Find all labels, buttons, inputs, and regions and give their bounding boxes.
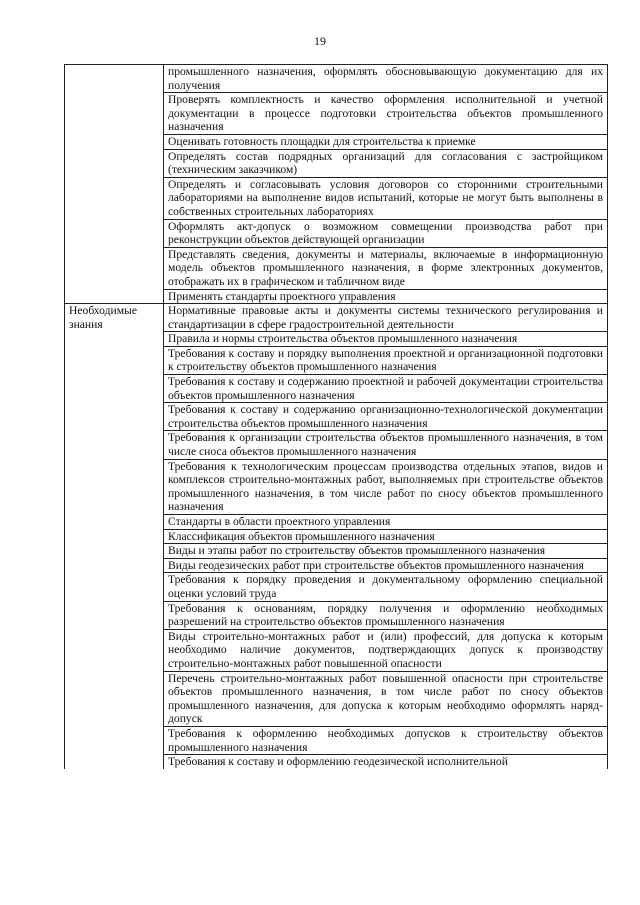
section-item: Виды геодезических работ при строительстве объектов промышленного назначения	[164, 558, 608, 573]
section-label	[65, 65, 164, 304]
section-item: Виды и этапы работ по строительству объектов промышленного назначения	[164, 544, 608, 559]
section-item: Требования к технологическим процессам производства отдельных этапов, видов и комплексов строительно-монтажных работ, выполняемых при строительстве объектов промышленного назначения, в том числе работ по сносу объектов промышленного назначения	[164, 459, 608, 514]
section-item: Требования к оформлению необходимых допусков к строительству объектов промышленного назначения	[164, 726, 608, 754]
competency-table	[64, 64, 608, 769]
section-item: Оформлять акт-допуск о возможном совмещении производства работ при реконструкции объектов действующей организации	[164, 219, 608, 247]
section-item: Требования к организации строительства объектов промышленного назначения, в том числе сноса объектов промышленного назначения	[164, 431, 608, 459]
section-item: Применять стандарты проектного управления	[164, 289, 608, 304]
section-item: Определять состав подрядных организаций для согласования с застройщиком (техническим заказчиком)	[164, 149, 608, 177]
section-label: Необходимые знания	[65, 304, 164, 769]
section-item: Требования к составу и содержанию организационно-технологической документации строительства объектов промышленного назначения	[164, 403, 608, 431]
section-item: Требования к основаниям, порядку получения и оформлению необходимых разрешений на строительство объектов промышленного назначения	[164, 601, 608, 629]
section-item: Нормативные правовые акты и документы системы технического регулирования и стандартизации в сфере градостроительной деятельности	[164, 304, 608, 332]
section-item: Виды строительно-монтажных работ и (или) профессий, для допуска к которым необходимо наличие документов, подтверждающих допуск к производству строительно-монтажных работ повышенной опасности	[164, 629, 608, 671]
section-item: Требования к составу и оформлению геодезической исполнительной	[164, 755, 608, 769]
section-item: Классификация объектов промышленного назначения	[164, 529, 608, 544]
table-row	[65, 304, 608, 332]
section-item: промышленного назначения, оформлять обосновывающую документацию для их получения	[164, 65, 608, 93]
section-item: Определять и согласовывать условия договоров со сторонними строительными лабораториями на выполнение видов испытаний, которые не могут быть выполнены в собственных строительных лабораториях	[164, 177, 608, 219]
section-item: Стандарты в области проектного управления	[164, 515, 608, 530]
section-item: Требования к составу и содержанию проектной и рабочей документации строительства объектов промышленного назначения	[164, 375, 608, 403]
section-item: Представлять сведения, документы и материалы, включаемые в информационную модель объектов промышленного назначения, в форме электронных документов, отображать их в графическом и табличном виде	[164, 247, 608, 289]
section-item: Требования к порядку проведения и документальному оформлению специальной оценки условий труда	[164, 573, 608, 601]
table-row	[65, 65, 608, 93]
section-item: Требования к составу и порядку выполнения проектной и организационной подготовки к строительству объектов промышленного назначения	[164, 346, 608, 374]
section-item: Правила и нормы строительства объектов промышленного назначения	[164, 332, 608, 347]
table-body	[65, 65, 608, 769]
section-item: Перечень строительно-монтажных работ повышенной опасности при строительстве объектов промышленного назначения, в том числе работ по сносу объектов промышленного назначения, для допуска к которым необходимо оформлять наряд-допуск	[164, 671, 608, 726]
page-number: 19	[314, 34, 326, 48]
section-item: Проверять комплектность и качество оформления исполнительной и учетной документации в процессе подготовки строительства объектов промышленного назначения	[164, 93, 608, 135]
section-item: Оценивать готовность площадки для строительства к приемке	[164, 134, 608, 149]
